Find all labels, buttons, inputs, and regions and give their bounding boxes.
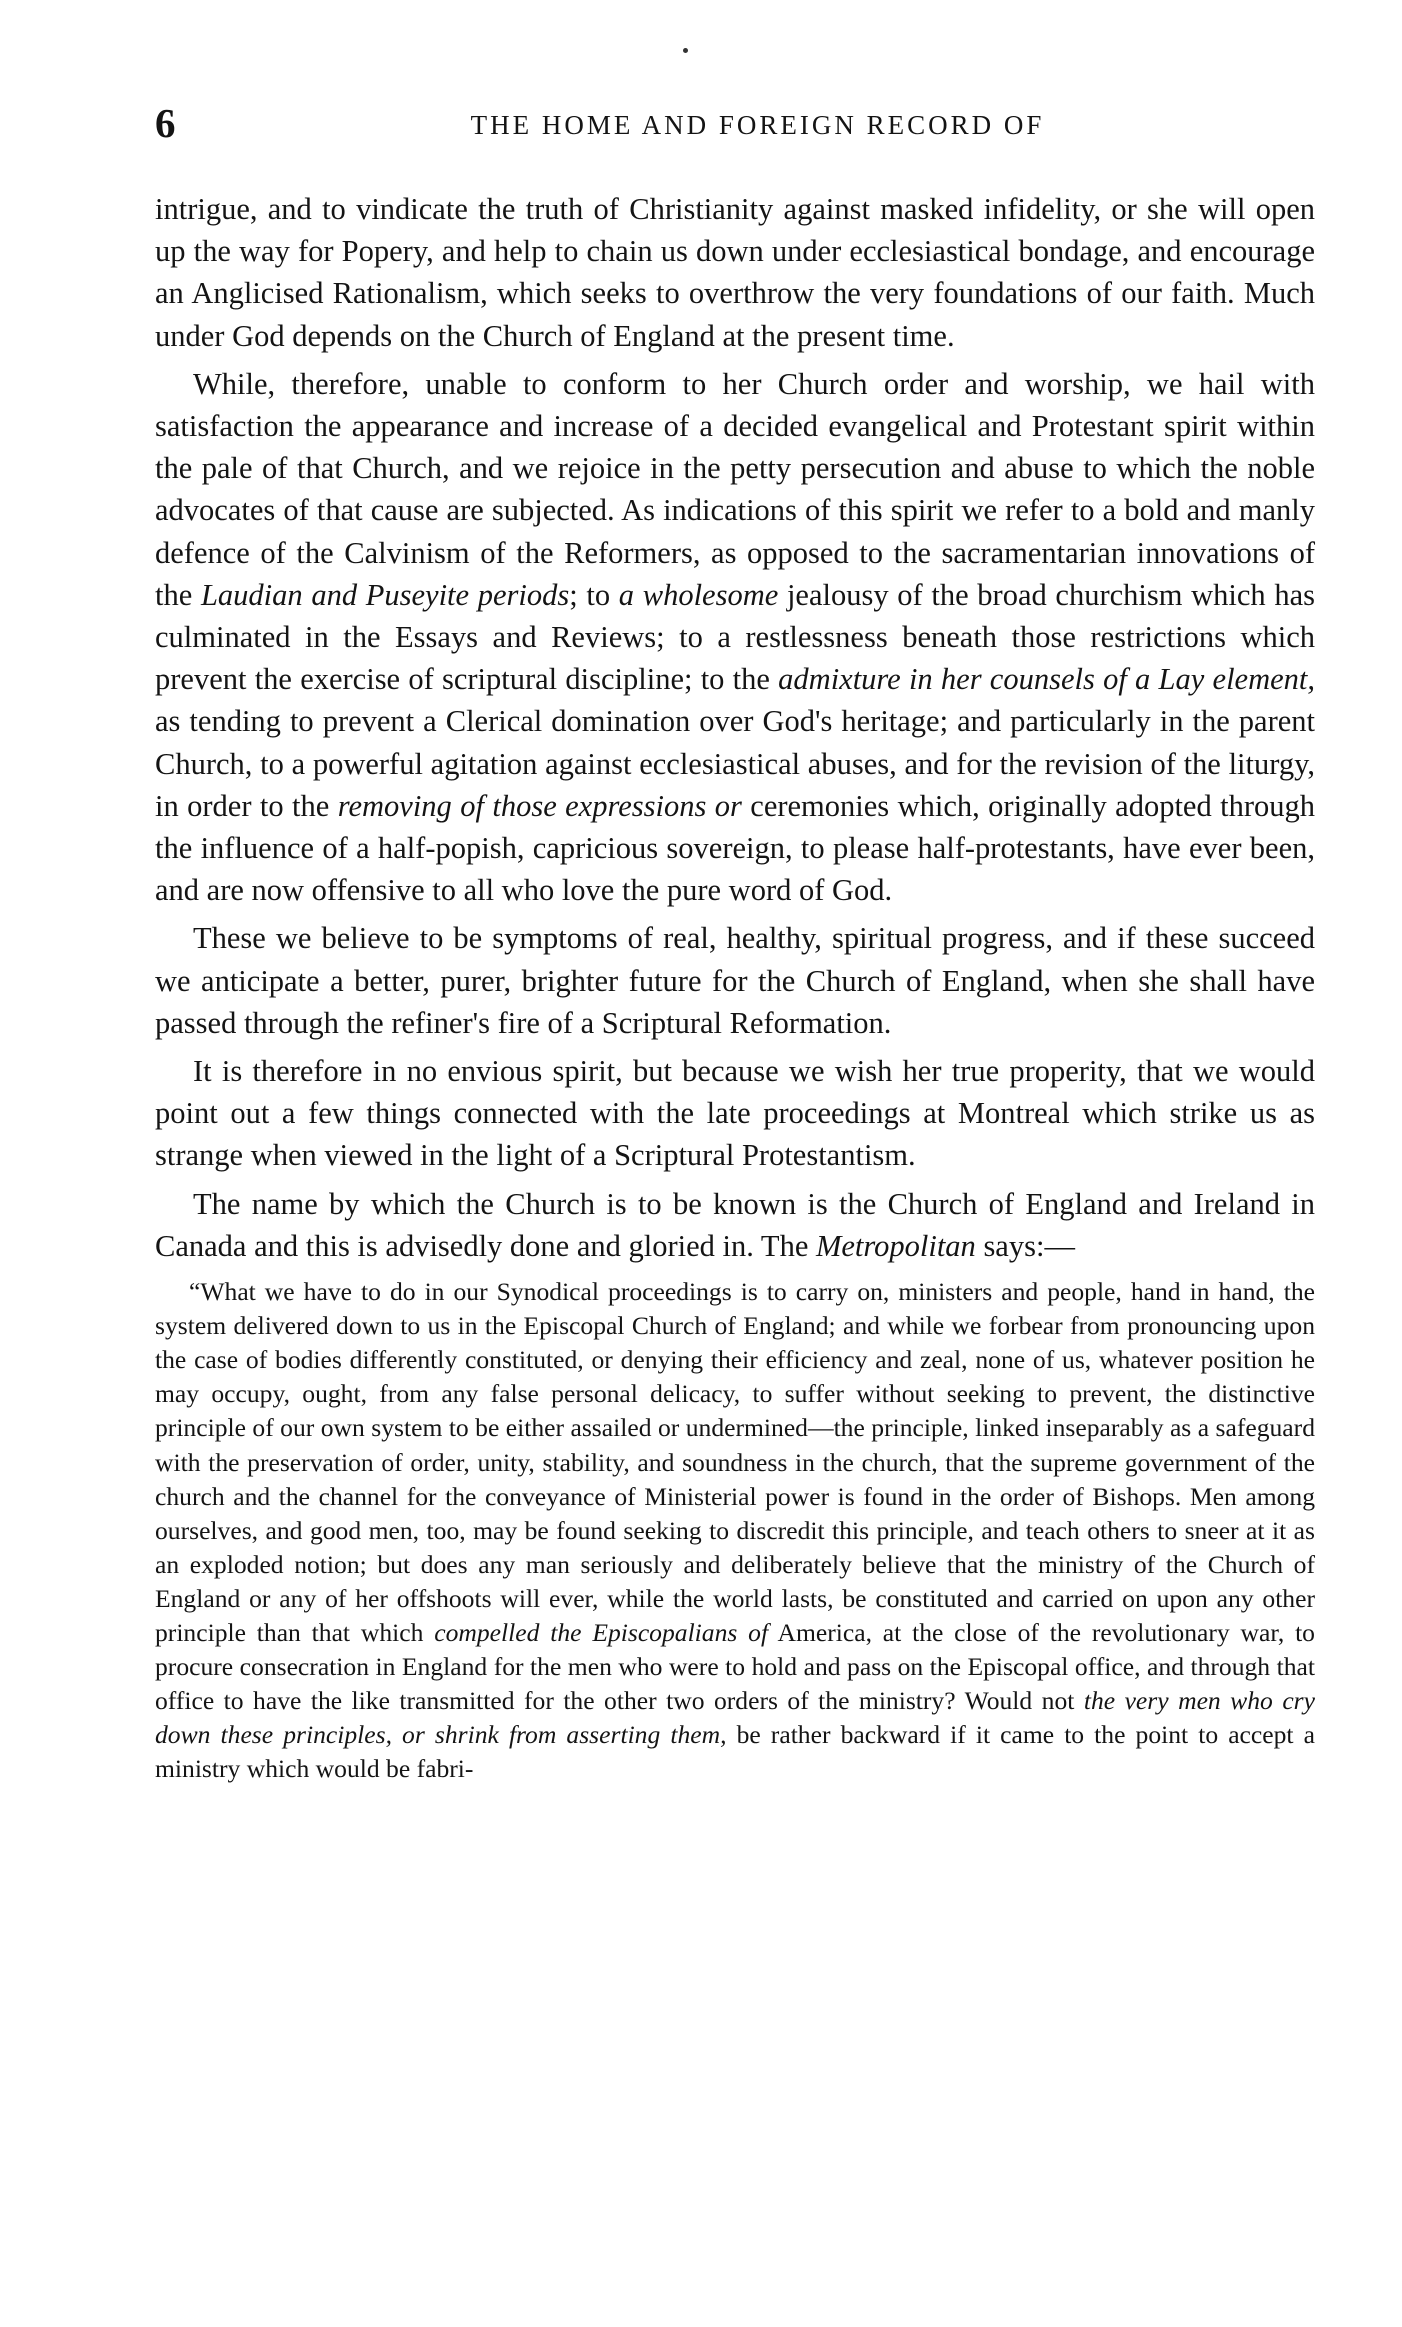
running-head: THE HOME AND FOREIGN RECORD OF [470,110,1045,140]
quote-text-e: be rather backward if it came to the point to accept a ministry which would be fabri- [155,1720,1315,1784]
paragraph-2-italic-b: Laudian and Puseyite periods [200,577,570,612]
paragraph-2-text-i: ceremonies which, originally adopted through the influence of a half-popish, capricious sovereign, to please half-protestants, have ever been, and are now offensive to all who love the pure word of God. [155,788,1316,908]
paragraph-2-text-c: ; to [569,577,619,612]
page-header [155,98,1320,148]
paragraph-5-text-c: says:— [975,1228,1075,1263]
quote-text-a: “What we have to do in our Synodical proceedings is to carry on, ministers and people, hand in hand, the system delivered down to us in the Episcopal Church of England; and while we forbear from pronouncing upon the case of bodies differently constituted, or denying their efficiency and zeal, none of us, whatever position he may occupy, ought, from any false personal delicacy, to suffer without seeking to prevent, the distinctive principle of our own system to be either assailed or undermined—the principle, linked inseparably as a safeguard with the preservation of order, unity, stability, and soundness in the church, that the supreme government of the church and the channel for the conveyance of Ministerial power is found in the order of Bishops. Men among ourselves, and good men, too, may be found seeking to discredit this principle, and teach others to sneer at it as an exploded notion; but does any man seriously and deliberately believe that the ministry of the Church of England or any of her offshoots will ever, while the world lasts, be constituted and carried on upon any other principle than that which [155,1277,1315,1648]
paragraph-2-text-g: as tending to prevent a Clerical domination over God's heritage; and particularly in the parent Church, to a powerful agitation against ecclesiastical abuses, and for the revision of the liturgy, in order to the [155,704,1315,823]
paragraph-5-text-a: The name by which the Church is to be known is the Church of England and Ireland in Canada and this is advisedly done and gloried in. The [155,1186,1315,1263]
paragraph-2-text-a: While, therefore, unable to conform to her Church order and worship, we hail with satisfaction the appearance and increase of a decided evangelical and Protestant spirit within the pale of that Church, and we rejoice in the petty persecution and abuse to which the noble advocates of that cause are subjected. As indications of this spirit we refer to a bold and manly defence of the Calvinism of the Reformers, as opposed to the sacramentarian innovations of the [155,366,1315,612]
paragraph-5 [155,1183,1315,1267]
quote-italic-b: compelled the Episcopalians of [434,1618,769,1648]
paragraph-2-italic-f: admixture in her counsels of a Lay element, [778,662,1315,697]
paragraph-4: It is therefore in no envious spirit, but because we wish her true properity, that we would point out a few things connected with the late proceedings at Montreal which strike us as strange when viewed in the light of a Scriptural Protestantism. [155,1054,1315,1173]
paragraph-1: intrigue, and to vindicate the truth of Christianity against masked infidelity, or she will open up the way for Popery, and help to chain us down under ecclesiastical bondage, and encourage an Anglicised Rationalism, which seeks to overthrow the very foundations of our faith. Much under God depends on the Church of England at the present time. [155,192,1315,353]
page-number: 6 [155,100,176,146]
print-speck [683,48,688,53]
paragraph-2-italic-h: removing of those expressions or [337,788,742,823]
page-body [155,188,1315,1786]
paragraph-3: These we believe to be symptoms of real, healthy, spiritual progress, and if these succeed we anticipate a better, purer, brighter future for the Church of England, when she shall have passed through the refiner's fire of a Scriptural Reformation. [155,921,1315,1040]
block-quote [155,1275,1315,1786]
paragraph-2-italic-d: a wholesome [618,577,779,612]
paragraph-2-text-e: jealousy of the broad churchism which has culminated in the Essays and Reviews; to a restlessness beneath those restrictions which prevent the exercise of scriptural discipline; to the [155,577,1316,697]
quote-text-c: America, at the close of the revolutionary war, to procure consecration in England for the men who were to hold and pass on the Episcopal office, and through that office to have the like transmitted for the other two orders of the ministry? Would not [155,1618,1315,1716]
paragraph-5-italic-b: Metropolitan [815,1228,976,1263]
quote-italic-d: the very men who cry down these principles, or shrink from asserting them, [155,1686,1315,1750]
paragraph-2 [155,363,1315,912]
